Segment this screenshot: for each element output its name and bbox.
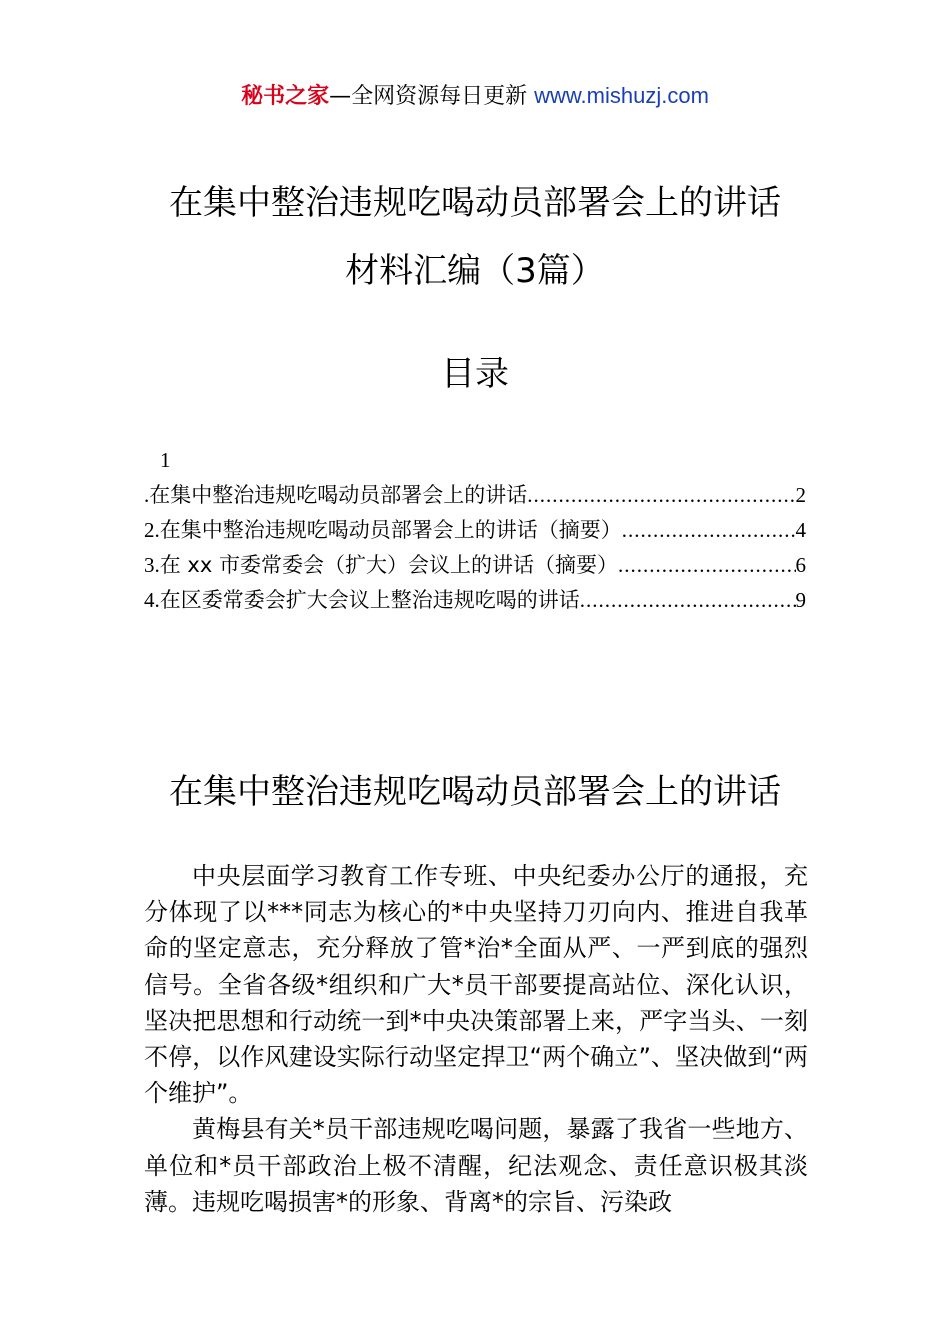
toc-item[interactable]: 2. 在集中整治违规吃喝动员部署会上的讲话（摘要） ..... 4 (144, 515, 806, 545)
paragraph: 黄梅县有关*员干部违规吃喝问题，暴露了我省一些地方、单位和*员干部政治上极不清醒，纪法观念、责任意识极其淡薄。违规吃喝损害*的形象、背离*的宗旨、污染政 (144, 1115, 808, 1216)
section-title: 在集中整治违规吃喝动员部署会上的讲话 (169, 772, 781, 812)
toc-item[interactable]: 3. 在 xx 市委常委会（扩大）会议上的讲话（摘要） ..... 6 (144, 550, 806, 580)
toc-page-number: 6 (795, 553, 806, 577)
toc-item[interactable]: 4. 在区委常委会扩大会议上整治违规吃喝的讲话 ..... 9 (144, 585, 806, 615)
toc-page-number: 4 (795, 518, 806, 542)
site-header (0, 80, 950, 113)
toc-item[interactable]: . 在集中整治违规吃喝动员部署会上的讲话 ..... 2 (144, 480, 806, 510)
header-slogan: —全网资源每日更新 (329, 84, 535, 109)
toc-heading: 目录 (441, 354, 509, 394)
paragraph: 中央层面学习教育工作专班、中央纪委办公厅的通报，充分体现了以***同志为核心的*中央坚持刀刃向内、推进自我革命的坚定意志，充分释放了管*治*全面从严、一严到底的强烈信号。全省各级*组织和广大*员干部要提高站位、深化认识，坚决把思想和行动统一到*中央决策部署上来，严字当头、一刻不停，以作风建设实际行动坚定捍卫“两个确立”、坚决做到“两个维护”。 (144, 862, 808, 1108)
toc-page-number: 9 (795, 588, 806, 612)
body-text (144, 858, 808, 1220)
brand-name: 秘书之家 (241, 84, 330, 109)
site-url-link[interactable]: www.mishuzj.com (534, 83, 709, 108)
document-title-line1: 在集中整治违规吃喝动员部署会上的讲话 (169, 183, 781, 223)
toc-page-number: 2 (795, 483, 806, 507)
document-title-line2: 材料汇编（3篇） (345, 251, 605, 291)
toc-first-number: 1 (160, 448, 171, 472)
